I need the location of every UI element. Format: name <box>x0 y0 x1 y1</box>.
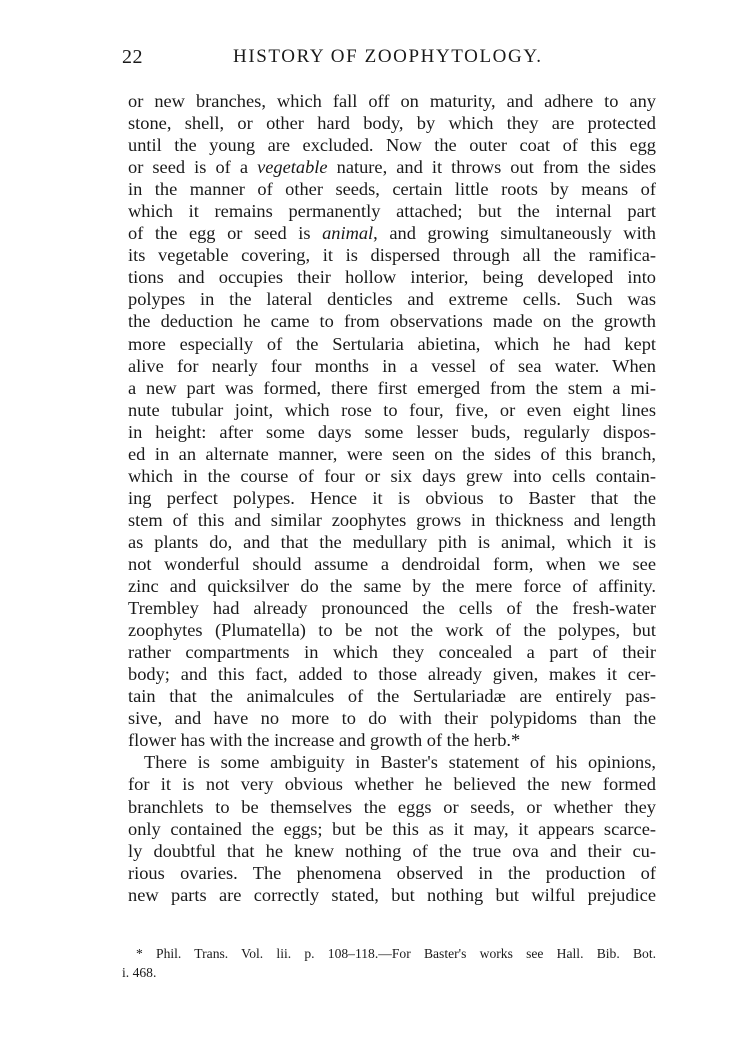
italic-word: vegetable <box>257 157 328 178</box>
text-line: for it is not very obvious whether he believed the new formed <box>128 774 656 795</box>
text-line: nute tubular joint, which rose to four, five, or even eight lines <box>128 399 656 420</box>
text-line: in the manner of other seeds, certain little roots by means of <box>128 179 656 200</box>
text-line: its vegetable covering, it is dispersed through all the ramifica- <box>128 245 656 266</box>
text-line: which in the course of four or six days grew into cells contain- <box>128 465 656 486</box>
text-line: rious ovaries. The phenomena observed in the production of <box>128 862 656 883</box>
text-line: rather compartments in which they concealed a part of their <box>128 642 656 663</box>
page-number: 22 <box>122 46 143 68</box>
text-line: of the egg or seed is animal, and growing simultaneously with <box>128 223 656 244</box>
text-line: only contained the eggs; but be this as it may, it appears scarce- <box>128 818 656 839</box>
text-line: stem of this and similar zoophytes grows in thickness and length <box>128 509 656 530</box>
text-line: ly doubtful that he knew nothing of the true ova and their cu- <box>128 840 656 861</box>
text-line: as plants do, and that the medullary pith is animal, which it is <box>128 531 656 552</box>
body-text <box>128 90 656 906</box>
text-line: the deduction he came to from observations made on the growth <box>128 311 656 332</box>
text-line: stone, shell, or other hard body, by which they are protected <box>128 113 656 134</box>
text-line: more especially of the Sertularia abietina, which he had kept <box>128 333 656 354</box>
text-line: or seed is of a vegetable nature, and it throws out from the sides <box>128 157 656 178</box>
text-line: in height: after some days some lesser buds, regularly dispos- <box>128 421 656 442</box>
text-line: a new part was formed, there first emerged from the stem a mi- <box>128 377 656 398</box>
text-line: zoophytes (Plumatella) to be not the work of the polypes, but <box>128 620 656 641</box>
text-line: polypes in the lateral denticles and extreme cells. Such was <box>128 289 656 310</box>
italic-word: animal <box>322 223 374 244</box>
running-title: HISTORY OF ZOOPHYTOLOGY. <box>233 46 543 67</box>
text-line: sive, and have no more to do with their polypidoms than the <box>128 708 656 729</box>
text-line: branchlets to be themselves the eggs or seeds, or whether they <box>128 796 656 817</box>
text-line: tain that the animalcules of the Sertulariadæ are entirely pas- <box>128 686 656 707</box>
text-line: not wonderful should assume a dendroidal form, when we see <box>128 553 656 574</box>
paragraph-start-line: There is some ambiguity in Baster's statement of his opinions, <box>144 752 656 773</box>
text-line: Trembley had already pronounced the cells of the fresh-water <box>128 598 656 619</box>
text-line: until the young are excluded. Now the outer coat of this egg <box>128 135 656 156</box>
text-line: flower has with the increase and growth of the herb.* <box>128 730 521 751</box>
text-line: zinc and quicksilver do the same by the mere force of affinity. <box>128 576 656 597</box>
footnote <box>122 944 656 982</box>
text-line: ing perfect polypes. Hence it is obvious to Baster that the <box>128 487 656 508</box>
text-line: ed in an alternate manner, were seen on the sides of this branch, <box>128 443 656 464</box>
text-line: alive for nearly four months in a vessel of sea water. When <box>128 355 656 376</box>
text-line: tions and occupies their hollow interior, being developed into <box>128 267 656 288</box>
page-header <box>122 46 662 76</box>
footnote-line: * Phil. Trans. Vol. lii. p. 108–118.—For Baster's works see Hall. Bib. Bot. <box>136 946 656 961</box>
text-line: which it remains permanently attached; but the internal part <box>128 201 656 222</box>
footnote-line: i. 468. <box>122 965 157 980</box>
text-line: new parts are correctly stated, but nothing but wilful prejudice <box>128 884 656 905</box>
text-line: body; and this fact, added to those already given, makes it cer- <box>128 664 656 685</box>
text-line: or new branches, which fall off on maturity, and adhere to any <box>128 91 656 111</box>
